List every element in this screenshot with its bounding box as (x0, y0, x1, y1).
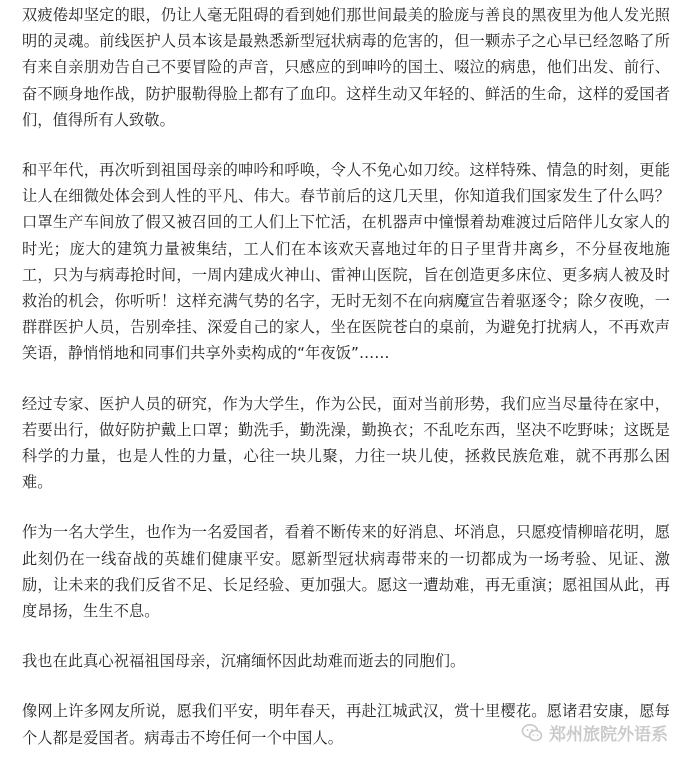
article-body (22, 2, 670, 775)
paragraph-3: 经过专家、医护人员的研究，作为大学生，作为公民，面对当前形势，我们应当尽量待在家中，若要出行，做好防护戴上口罩；勤洗手，勤洗澡，勤换衣；不乱吃东西，坚决不吃野味；这既是科学的力量，也是人性的力量，心往一块儿聚，力往一块儿使，拯救民族危难，就不再那么困难。 (22, 394, 670, 492)
paragraph-1: 双疲倦却坚定的眼，仍让人毫无阻碍的看到她们那世间最美的脸庞与善良的黑夜里为他人发光照明的灵魂。前线医护人员本该是最熟悉新型冠状病毒的危害的，但一颗赤子之心早已经忽略了所有来自亲朋劝告自己不要冒险的声音，只感应的到呻吟的国土、啜泣的病患，他们出发、前行、奋不顾身地作战，防护服勒得脸上都有了血印。这样生动又年轻的、鲜活的生命，这样的爱国者们，值得所有人致敬。 (22, 6, 670, 129)
wechat-icon (521, 722, 543, 744)
paragraph-4: 作为一名大学生，也作为一名爱国者，看着不断传来的好消息、坏消息，只愿疫情柳暗花明，愿此刻仍在一线奋战的英雄们健康平安。愿新型冠状病毒带来的一切都成为一场考验、见证、激励，让未来的我们反省不足、长足经验、更加强大。愿这一遭劫难，再无重演；愿祖国从此，再度昂扬，生生不息。 (22, 523, 670, 621)
watermark (521, 720, 668, 745)
paragraph-2: 和平年代，再次听到祖国母亲的呻吟和呼唤，令人不免心如刀绞。这样特殊、情急的时刻，更能让人在细微处体会到人性的平凡、伟大。春节前后的这几天里，你知道我们国家发生了什么吗？口罩生产车间放了假又被召回的工人们上下忙活，在机器声中憧憬着劫难渡过后陪伴儿女家人的时光；庞大的建筑力量被集结，工人们在本该欢天喜地过年的日子里背井离乡，不分昼夜地施工，只为与病毒抢时间，一周内建成火神山、雷神山医院，旨在创造更多床位、更多病人被及时救治的机会，你听听！这样充满气势的名字，无时无刻不在向病魔宣告着驱逐令；除夕夜晚，一群群医护人员，告别牵挂、深爱自己的家人，坐在医院苍白的桌前，为避免打扰病人，不再欢声笑语，静悄悄地和同事们共享外卖构成的“年夜饭”…… (22, 161, 670, 363)
watermark-text: 郑州旅院外语系 (549, 725, 668, 745)
paragraph-6: 像网上许多网友所说，愿我们平安，明年春天，再赴江城武汉，赏十里樱花。愿诸君安康，愿每个人都是爱国者。病毒击不垮任何一个中国人。 (22, 702, 670, 747)
paragraph-5: 我也在此真心祝福祖国母亲，沉痛缅怀因此劫难而逝去的同胞们。 (22, 652, 466, 671)
